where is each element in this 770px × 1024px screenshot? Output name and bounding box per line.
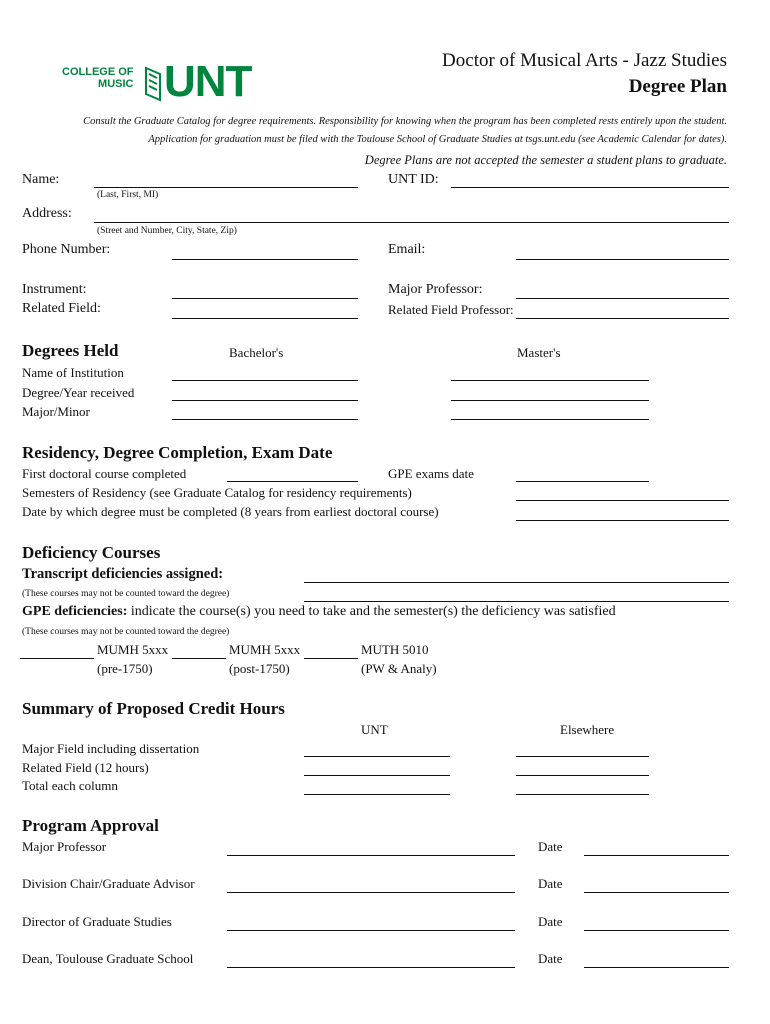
course-semester-field[interactable] <box>20 658 94 659</box>
first-course-field[interactable] <box>227 481 358 482</box>
elsewhere-column-label: Elsewhere <box>560 722 615 737</box>
approval-row-label: Director of Graduate Studies <box>22 914 172 929</box>
phone-field[interactable] <box>172 259 358 260</box>
gpe-exams-label: GPE exams date <box>388 466 474 481</box>
name-label: Name: <box>22 172 60 187</box>
notice-line-1: Consult the Graduate Catalog for degree requirements. Responsibility for knowing when the program has been completed rests entirely upon the student. <box>83 116 727 127</box>
gpe-deficiencies-label: GPE deficiencies: <box>22 604 128 619</box>
semesters-residency-field[interactable] <box>516 500 729 501</box>
masters-major-minor-field[interactable] <box>451 419 649 420</box>
transcript-deficiencies-label: Transcript deficiencies assigned: <box>22 566 224 582</box>
instrument-field[interactable] <box>172 298 358 299</box>
date-label: Date <box>538 839 563 854</box>
transcript-deficiencies-field-2[interactable] <box>304 601 729 602</box>
approval-row-label: Dean, Toulouse Graduate School <box>22 951 194 966</box>
degrees-held-heading: Degrees Held <box>22 341 119 360</box>
related-field-unt-field[interactable] <box>304 775 450 776</box>
approval-row-label: Division Chair/Graduate Advisor <box>22 876 195 891</box>
address-label: Address: <box>22 206 72 221</box>
address-field[interactable] <box>94 222 729 223</box>
credit-row-label: Related Field (12 hours) <box>22 760 149 775</box>
eagle-emblem-icon <box>144 66 162 102</box>
bachelors-column-label: Bachelor's <box>229 345 284 360</box>
date-label: Date <box>538 876 563 891</box>
credit-row-label: Total each column <box>22 778 118 793</box>
address-hint: (Street and Number, City, State, Zip) <box>97 226 237 236</box>
course-code: MUTH 5010 <box>361 642 429 657</box>
related-field-professor-label: Related Field Professor: <box>388 302 514 317</box>
related-field-elsewhere-field[interactable] <box>516 775 649 776</box>
first-course-label: First doctoral course completed <box>22 466 187 481</box>
bachelors-degree-year-field[interactable] <box>172 400 358 401</box>
course-code: MUMH 5xxx <box>97 642 169 657</box>
program-approval-heading: Program Approval <box>22 816 159 835</box>
major-professor-date-field[interactable] <box>584 855 729 856</box>
notice-line-2: Application for graduation must be filed with the Toulouse School of Graduate Studies at tsgs.unt.edu (see Academic Calendar for dates). <box>148 134 727 145</box>
unt-id-field[interactable] <box>451 187 729 188</box>
instrument-label: Instrument: <box>22 282 87 297</box>
masters-column-label: Master's <box>517 345 561 360</box>
course-subtitle: (post-1750) <box>229 661 290 676</box>
residency-heading: Residency, Degree Completion, Exam Date <box>22 443 333 462</box>
dean-signature-field[interactable] <box>227 967 515 968</box>
degree-row-label: Degree/Year received <box>22 385 135 400</box>
notice-line-3: Degree Plans are not accepted the semester a student plans to graduate. <box>364 153 727 167</box>
total-elsewhere-field[interactable] <box>516 794 649 795</box>
document-subtitle: Degree Plan <box>628 76 727 97</box>
division-chair-date-field[interactable] <box>584 892 729 893</box>
not-counted-note-2: (These courses may not be counted toward the degree) <box>22 627 230 637</box>
director-signature-field[interactable] <box>227 930 515 931</box>
completion-date-field[interactable] <box>516 520 729 521</box>
completion-date-label: Date by which degree must be completed (8 years from earliest doctoral course) <box>22 504 439 519</box>
bachelors-institution-field[interactable] <box>172 380 358 381</box>
division-chair-signature-field[interactable] <box>227 892 515 893</box>
not-counted-note: (These courses may not be counted toward the degree) <box>22 589 230 599</box>
logo-college-line: COLLEGE OF <box>62 66 134 78</box>
masters-degree-year-field[interactable] <box>451 400 649 401</box>
related-field-professor-field[interactable] <box>516 318 729 319</box>
date-label: Date <box>538 951 563 966</box>
major-field-elsewhere-field[interactable] <box>516 756 649 757</box>
logo-music-line: MUSIC <box>98 78 134 90</box>
unt-wordmark: UNT <box>164 57 252 106</box>
related-field-label: Related Field: <box>22 301 101 316</box>
college-of-music-logo <box>62 66 134 90</box>
phone-label: Phone Number: <box>22 242 111 257</box>
course-semester-field[interactable] <box>172 658 226 659</box>
gpe-exams-field[interactable] <box>516 481 649 482</box>
name-hint: (Last, First, MI) <box>97 190 159 200</box>
gpe-deficiencies-instructions: indicate the course(s) you need to take and the semester(s) the deficiency was satisfied <box>127 604 616 619</box>
course-semester-field[interactable] <box>304 658 358 659</box>
major-field-unt-field[interactable] <box>304 756 450 757</box>
email-label: Email: <box>388 242 426 257</box>
course-subtitle: (pre-1750) <box>97 661 153 676</box>
email-field[interactable] <box>516 259 729 260</box>
gpe-deficiencies-text <box>22 604 616 620</box>
approval-row-label: Major Professor <box>22 839 107 854</box>
bachelors-major-minor-field[interactable] <box>172 419 358 420</box>
transcript-deficiencies-field[interactable] <box>304 582 729 583</box>
degree-row-label: Name of Institution <box>22 365 124 380</box>
name-field[interactable] <box>94 187 358 188</box>
credit-row-label: Major Field including dissertation <box>22 741 200 756</box>
major-professor-signature-field[interactable] <box>227 855 515 856</box>
major-professor-field[interactable] <box>516 298 729 299</box>
masters-institution-field[interactable] <box>451 380 649 381</box>
dean-date-field[interactable] <box>584 967 729 968</box>
unt-id-label: UNT ID: <box>388 172 439 187</box>
document-title: Doctor of Musical Arts - Jazz Studies <box>442 50 727 71</box>
related-field-field[interactable] <box>172 318 358 319</box>
semesters-residency-label: Semesters of Residency (see Graduate Catalog for residency requirements) <box>22 485 412 500</box>
total-unt-field[interactable] <box>304 794 450 795</box>
degree-row-label: Major/Minor <box>22 404 90 419</box>
major-professor-label: Major Professor: <box>388 282 483 297</box>
deficiency-heading: Deficiency Courses <box>22 543 161 562</box>
director-date-field[interactable] <box>584 930 729 931</box>
course-subtitle: (PW & Analy) <box>361 661 437 676</box>
credit-hours-heading: Summary of Proposed Credit Hours <box>22 699 285 718</box>
unt-column-label: UNT <box>361 722 388 737</box>
date-label: Date <box>538 914 563 929</box>
course-code: MUMH 5xxx <box>229 642 301 657</box>
